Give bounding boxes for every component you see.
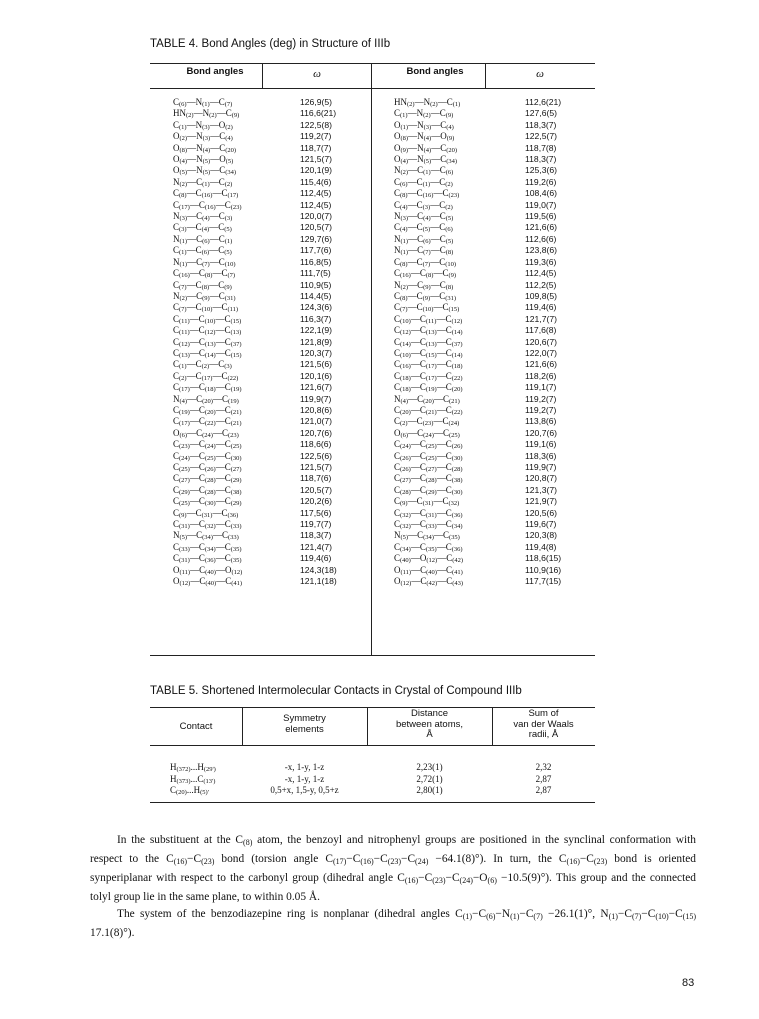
bond-angle-value: 109,8(5) bbox=[525, 290, 558, 301]
bond-angle-label: $C_{(11)}—C_{(10)}—C_{(15)}$ bbox=[173, 313, 242, 325]
bond-angle-label: $C_{(11)}—C_{(12)}—C_{(13)}$ bbox=[173, 325, 242, 337]
bond-angle-value: 123,8(6) bbox=[525, 245, 558, 256]
bond-angle-value: 112,2(5) bbox=[525, 279, 557, 290]
bond-angle-value: 121,0(7) bbox=[300, 416, 333, 427]
paragraph-2: The system of the benzodiazepine ring is nonplanar (dihedral angles $C_{(1)}-C_{(6)}-N_{(1)}-C_{(7)} -26.1(1)^\circ$, $N_{(1)}-C_{(7)}-C_{(10)}-C_{(15)}$ 17.1(8)°). bbox=[90, 908, 696, 939]
header-omega-right: ω bbox=[536, 68, 544, 80]
bond-angle-value: 126,9(5) bbox=[300, 97, 333, 107]
bond-angle-label: $N_{(4)}—C_{(20)}—C_{(21)}$ bbox=[394, 393, 460, 405]
bond-angle-label: $C_{(1)}—N_{(3)}—O_{(2)}$ bbox=[173, 119, 233, 131]
bond-angle-label: $O_{(11)}—C_{(40)}—C_{(41)}$ bbox=[394, 564, 463, 576]
bond-angle-label: $N_{(3)}—C_{(4)}—C_{(5)}$ bbox=[394, 211, 454, 223]
bond-angle-label: $C_{(9)}—C_{(31)}—C_{(36)}$ bbox=[173, 507, 239, 519]
header-symmetry-line: Symmetry bbox=[283, 713, 326, 724]
bond-angle-label: $C_{(27)}—C_{(28)}—C_{(38)}$ bbox=[394, 473, 463, 485]
bond-angle-label: $C_{(12)}—C_{(13)}—C_{(37)}$ bbox=[173, 336, 242, 348]
bond-angle-label: $C_{(13)}—C_{(14)}—C_{(15)}$ bbox=[173, 347, 242, 359]
bond-angle-label: $O_{(12)}—C_{(42)}—C_{(43)}$ bbox=[394, 576, 464, 588]
header-contact: Contact bbox=[179, 721, 213, 732]
header-distance-line: Distance bbox=[411, 708, 448, 719]
bond-angle-value: 118,3(7) bbox=[300, 530, 332, 541]
bond-angle-value: 121,1(18) bbox=[300, 576, 337, 587]
bond-angle-label: $C_{(25)}—C_{(26)}—C_{(27)}$ bbox=[173, 462, 242, 473]
bond-angle-value: 115,4(6) bbox=[300, 176, 332, 187]
bond-angle-value: 112,4(5) bbox=[300, 188, 332, 199]
bond-angle-value: 118,3(7) bbox=[525, 154, 557, 165]
bond-angle-label: $C_{(10)}—C_{(15)}—C_{(14)}$ bbox=[394, 347, 463, 359]
bond-angle-value: 121,6(6) bbox=[525, 359, 558, 370]
bond-angle-label: $C_{(32)}—C_{(31)}—C_{(36)}$ bbox=[394, 507, 463, 519]
bond-angle-label: $C_{(23)}—C_{(24)}—C_{(25)}$ bbox=[173, 439, 242, 451]
bond-angle-label: $C_{(32)}—C_{(33)}—C_{(34)}$ bbox=[394, 519, 463, 531]
table4-top-rule bbox=[150, 63, 595, 64]
table5-caption: TABLE 5. Shortened Intermolecular Contacts in Crystal of Compound IIIb bbox=[150, 685, 522, 697]
bond-angle-label: $C_{(1)}—C_{(2)}—C_{(3)}$ bbox=[173, 359, 232, 371]
bond-angle-label: $O_{(6)}—C_{(24)}—C_{(25)}$ bbox=[394, 427, 460, 439]
bond-angle-value: 122,1(9) bbox=[300, 325, 333, 336]
header-distance-line: between atoms, bbox=[395, 718, 464, 730]
bond-angle-value: 120,7(6) bbox=[300, 427, 333, 438]
symmetry-cell: -x, 1-y, 1-z bbox=[284, 762, 325, 772]
bond-angle-label: $HN_{(2)}—N_{(2)}—C_{(9)}$ bbox=[173, 108, 240, 120]
bond-angle-value: 122,0(7) bbox=[525, 347, 558, 358]
bond-angle-value: 119,4(6) bbox=[525, 302, 557, 313]
contact-cell: $C_{(20)}...H_{(5)'}$ bbox=[170, 785, 209, 796]
bond-angle-label: $O_{(2)}—N_{(3)}—C_{(4)}$ bbox=[173, 131, 233, 143]
bond-angle-value: 119,9(7) bbox=[300, 393, 332, 404]
bond-angle-value: 110,9(16) bbox=[525, 564, 562, 575]
bond-angle-label: $HN_{(2)}—N_{(2)}—C_{(1)}$ bbox=[394, 97, 461, 108]
bond-angle-value: 120,5(7) bbox=[300, 222, 333, 233]
bond-angle-value: 120,8(7) bbox=[525, 473, 558, 484]
bond-angle-value: 120,1(9) bbox=[300, 165, 333, 176]
bond-angle-value: 129,7(6) bbox=[300, 233, 333, 244]
bond-angle-value: 121,5(7) bbox=[300, 154, 333, 165]
bond-angle-label: $C_{(8)}—C_{(16)}—C_{(23)}$ bbox=[394, 188, 460, 200]
bond-angle-label: $O_{(4)}—N_{(5)}—C_{(34)}$ bbox=[394, 154, 458, 166]
bond-angle-value: 119,3(6) bbox=[525, 256, 557, 267]
distance-cell: 2,80(1) bbox=[416, 785, 443, 795]
bond-angle-value: 119,2(7) bbox=[525, 404, 557, 415]
bond-angle-label: $C_{(10)}—C_{(11)}—C_{(12)}$ bbox=[394, 313, 463, 325]
bond-angle-label: $N_{(5)}—C_{(34)}—C_{(33)}$ bbox=[173, 530, 239, 542]
bond-angle-value: 118,7(6) bbox=[300, 473, 332, 484]
header-omega-left: ω bbox=[313, 68, 321, 80]
bond-angle-label: $O_{(11)}—C_{(40)}—O_{(12)}$ bbox=[173, 564, 243, 576]
table4-divider bbox=[371, 63, 372, 655]
bond-angle-value: 121,6(7) bbox=[300, 382, 333, 393]
symmetry-cell: 0,5+x, 1,5-y, 0,5+z bbox=[270, 785, 339, 795]
bond-angle-value: 120,5(7) bbox=[300, 484, 333, 495]
bond-angle-label: $O_{(5)}—N_{(5)}—C_{(34)}$ bbox=[173, 165, 237, 177]
bond-angle-label: $C_{(6)}—N_{(1)}—C_{(7)}$ bbox=[173, 97, 233, 108]
bond-angle-label: $O_{(4)}—N_{(5)}—O_{(5)}$ bbox=[173, 154, 234, 166]
bond-angle-label: $N_{(2)}—C_{(1)}—C_{(2)}$ bbox=[173, 176, 233, 188]
header-distance-line: Å bbox=[426, 729, 433, 740]
table4-caption: TABLE 4. Bond Angles (deg) in Structure of IIIb bbox=[150, 38, 391, 50]
bond-angle-label: $C_{(4)}—C_{(5)}—C_{(6)}$ bbox=[394, 222, 453, 234]
bond-angle-label: $C_{(29)}—C_{(28)}—C_{(38)}$ bbox=[173, 484, 242, 496]
vdw-sum-cell: 2,87 bbox=[535, 773, 552, 784]
bond-angle-label: $C_{(2)}—C_{(17)}—C_{(22)}$ bbox=[173, 370, 239, 382]
bond-angle-value: 121,7(7) bbox=[525, 313, 558, 324]
bond-angle-value: 112,6(21) bbox=[525, 97, 562, 107]
header-vdw-sum bbox=[492, 709, 595, 741]
bond-angle-value: 119,5(6) bbox=[525, 211, 557, 222]
bond-angle-value: 118,6(6) bbox=[300, 439, 332, 450]
bond-angle-label: $N_{(5)}—C_{(34)}—C_{(35)}$ bbox=[394, 530, 460, 542]
bond-angle-label: $N_{(1)}—C_{(6)}—C_{(5)}$ bbox=[394, 233, 454, 245]
table5-header-rule bbox=[150, 745, 595, 746]
bond-angle-value: 108,4(6) bbox=[525, 188, 558, 199]
paragraph-1: In the substituent at the $C_{(8)}$ atom, the benzoyl and nitrophenyl groups are positioned in the synclinal conformation with respect to the $C_{(16)}-C_{(23)}$ bond (torsion angle $C_{(17)}-C_{(16)}-C_{(23)}-C_{(24)} -64.1(8)^\circ$). In turn, the $C_{(16)}-C_{(23)}$ bond is oriented synperiplanar with respect to the carbonyl group (dihedral angle $C_{(16)}-C_{(23)}-C_{(24)}-O_{(6)} -10.5(9)^\circ$). This group and the connected tolyl group lie in the same plane, to within 0.05 Å. bbox=[90, 834, 697, 903]
bond-angle-label: $N_{(3)}—C_{(4)}—C_{(3)}$ bbox=[173, 211, 233, 223]
bond-angle-value: 119,1(6) bbox=[525, 439, 557, 450]
bond-angle-label: $C_{(40)}—O_{(12)}—C_{(42)}$ bbox=[394, 553, 464, 565]
bond-angle-value: 112,4(5) bbox=[300, 199, 332, 210]
bond-angle-value: 119,1(7) bbox=[525, 382, 557, 393]
bond-angle-label: $C_{(1)}—C_{(6)}—C_{(5)}$ bbox=[173, 245, 232, 257]
bond-angle-label: $N_{(1)}—C_{(7)}—C_{(10)}$ bbox=[173, 256, 236, 268]
bond-angle-value: 117,5(6) bbox=[300, 507, 332, 518]
header-distance bbox=[367, 709, 492, 741]
symmetry-cell: -x, 1-y, 1-z bbox=[284, 773, 325, 784]
bond-angle-value: 118,7(7) bbox=[300, 142, 332, 153]
bond-angle-value: 120,3(7) bbox=[300, 347, 333, 358]
bond-angle-value: 117,7(6) bbox=[300, 245, 332, 256]
table4-bottom-rule bbox=[150, 655, 595, 656]
bond-angle-label: $O_{(1)}—N_{(3)}—C_{(4)}$ bbox=[394, 119, 454, 131]
vdw-sum-cell: 2,32 bbox=[535, 762, 552, 772]
bond-angle-label: $C_{(9)}—C_{(31)}—C_{(32)}$ bbox=[394, 496, 460, 508]
bond-angle-label: $C_{(26)}—C_{(27)}—C_{(28)}$ bbox=[394, 462, 463, 473]
bond-angle-value: 121,9(7) bbox=[525, 496, 558, 507]
bond-angle-value: 124,3(18) bbox=[300, 564, 337, 575]
bond-angle-value: 119,4(8) bbox=[525, 541, 557, 552]
bond-angle-value: 119,2(6) bbox=[525, 176, 557, 187]
bond-angle-value: 117,7(15) bbox=[525, 576, 562, 587]
bond-angle-value: 116,3(7) bbox=[300, 313, 332, 324]
bond-angle-value: 122,5(7) bbox=[525, 131, 558, 142]
bond-angle-value: 116,6(21) bbox=[300, 108, 337, 119]
bond-angle-value: 125,3(6) bbox=[525, 165, 558, 176]
bond-angle-label: $C_{(24)}—C_{(25)}—C_{(30)}$ bbox=[173, 450, 242, 462]
bond-angle-value: 119,2(7) bbox=[300, 131, 332, 142]
bond-angle-value: 118,2(6) bbox=[525, 370, 557, 381]
bond-angle-label: $C_{(7)}—C_{(10)}—C_{(15)}$ bbox=[394, 302, 460, 314]
bond-angle-value: 120,6(7) bbox=[525, 336, 558, 347]
bond-angle-label: $C_{(16)}—C_{(17)}—C_{(18)}$ bbox=[394, 359, 463, 371]
bond-angle-label: $C_{(20)}—C_{(21)}—C_{(22)}$ bbox=[394, 404, 463, 416]
header-symmetry-line: elements bbox=[285, 723, 324, 735]
bond-angle-label: $C_{(28)}—C_{(29)}—C_{(30)}$ bbox=[394, 484, 463, 496]
bond-angle-value: 120,3(8) bbox=[525, 530, 558, 541]
bond-angle-label: $C_{(17)}—C_{(16)}—C_{(23)}$ bbox=[173, 199, 242, 211]
left-bond-column bbox=[173, 97, 242, 587]
vdw-sum-cell: 2,87 bbox=[535, 785, 552, 795]
bond-angle-value: 120,2(6) bbox=[300, 496, 333, 507]
bond-angle-label: $C_{(8)}—C_{(7)}—C_{(10)}$ bbox=[394, 256, 457, 268]
bond-angle-label: $N_{(2)}—C_{(1)}—C_{(6)}$ bbox=[394, 165, 454, 177]
bond-angle-label: $C_{(33)}—C_{(34)}—C_{(35)}$ bbox=[173, 541, 242, 553]
bond-angle-label: $C_{(17)}—C_{(18)}—C_{(19)}$ bbox=[173, 382, 242, 394]
bond-angle-label: $C_{(18)}—C_{(19)}—C_{(20)}$ bbox=[394, 382, 463, 394]
bond-angle-label: $C_{(34)}—C_{(35)}—C_{(36)}$ bbox=[394, 541, 463, 553]
bond-angle-value: 119,2(7) bbox=[525, 393, 557, 404]
bond-angle-value: 118,3(6) bbox=[525, 450, 557, 461]
bond-angle-label: $C_{(24)}—C_{(25)}—C_{(26)}$ bbox=[394, 439, 463, 451]
bond-angle-value: 122,5(8) bbox=[300, 119, 333, 130]
bond-angle-value: 117,6(8) bbox=[525, 325, 557, 336]
bond-angle-label: $N_{(2)}—C_{(9)}—C_{(31)}$ bbox=[173, 290, 236, 302]
bond-angle-value: 121,6(6) bbox=[525, 222, 558, 233]
bond-angle-value: 111,7(5) bbox=[300, 268, 331, 279]
bond-angle-label: $C_{(16)}—C_{(8)}—C_{(7)}$ bbox=[173, 268, 236, 280]
bond-angle-value: 118,7(8) bbox=[525, 142, 557, 153]
header-bond-angles-left: Bond angles bbox=[186, 66, 244, 77]
bond-angle-label: $C_{(19)}—C_{(20)}—C_{(21)}$ bbox=[173, 404, 242, 416]
bond-angle-value: 112,6(6) bbox=[525, 233, 557, 244]
bond-angle-label: $O_{(12)}—C_{(40)}—C_{(41)}$ bbox=[173, 576, 243, 588]
bond-angle-label: $C_{(2)}—C_{(23)}—C_{(24)}$ bbox=[394, 416, 460, 428]
bond-angle-label: $C_{(26)}—C_{(25)}—C_{(30)}$ bbox=[394, 450, 463, 462]
bond-angle-label: $C_{(18)}—C_{(17)}—C_{(22)}$ bbox=[394, 370, 463, 382]
bond-angle-value: 121,4(7) bbox=[300, 541, 333, 552]
header-sum-line: radii, Å bbox=[528, 729, 559, 740]
bond-angle-value: 121,5(7) bbox=[300, 462, 333, 472]
body-text bbox=[90, 832, 696, 942]
bond-angle-label: $C_{(17)}—C_{(22)}—C_{(21)}$ bbox=[173, 416, 242, 428]
bond-angle-label: $C_{(16)}—C_{(8)}—C_{(9)}$ bbox=[394, 268, 457, 280]
bond-angle-value: 121,8(9) bbox=[300, 336, 333, 347]
bond-angle-value: 124,3(6) bbox=[300, 302, 333, 313]
bond-angle-label: $C_{(7)}—C_{(10)}—C_{(11)}$ bbox=[173, 302, 239, 314]
bond-angle-label: $C_{(3)}—C_{(4)}—C_{(5)}$ bbox=[173, 222, 232, 234]
right-bond-column bbox=[394, 97, 463, 587]
bond-angle-value: 119,7(7) bbox=[300, 519, 332, 530]
bond-angle-label: $C_{(4)}—C_{(3)}—C_{(2)}$ bbox=[394, 199, 453, 211]
header-sum-line: van der Waals bbox=[513, 718, 574, 730]
bond-angle-value: 127,6(5) bbox=[525, 108, 558, 119]
bond-angle-value: 112,4(5) bbox=[525, 268, 557, 279]
bond-angle-label: $O_{(6)}—C_{(24)}—C_{(23)}$ bbox=[173, 427, 239, 439]
page-number: 83 bbox=[682, 977, 695, 989]
bond-angle-label: $C_{(7)}—C_{(8)}—C_{(9)}$ bbox=[173, 279, 232, 291]
bond-angle-label: $C_{(27)}—C_{(28)}—C_{(29)}$ bbox=[173, 473, 242, 485]
bond-angle-value: 119,4(6) bbox=[300, 553, 332, 564]
bond-angle-label: $N_{(2)}—C_{(9)}—C_{(8)}$ bbox=[394, 279, 454, 291]
bond-angle-value: 121,3(7) bbox=[525, 484, 558, 495]
bond-angle-label: $O_{(8)}—N_{(4)}—O_{(9)}$ bbox=[394, 131, 455, 143]
left-omega-column bbox=[300, 97, 337, 587]
bond-angle-label: $C_{(31)}—C_{(36)}—C_{(35)}$ bbox=[173, 553, 242, 565]
header-bond-angles-right: Bond angles bbox=[406, 66, 464, 77]
bond-angle-label: $C_{(1)}—N_{(2)}—C_{(9)}$ bbox=[394, 108, 454, 120]
bond-angle-value: 118,6(15) bbox=[525, 553, 562, 564]
bond-angle-value: 118,3(7) bbox=[525, 119, 557, 130]
bond-angle-value: 110,9(5) bbox=[300, 279, 332, 290]
table4-header-rule bbox=[150, 88, 595, 89]
bond-angle-label: $N_{(1)}—C_{(7)}—C_{(8)}$ bbox=[394, 245, 454, 257]
bond-angle-label: $N_{(4)}—C_{(20)}—C_{(19)}$ bbox=[173, 393, 239, 405]
header-sum-line: Sum of bbox=[528, 708, 559, 719]
right-omega-column bbox=[525, 97, 561, 587]
bond-angle-value: 114,4(5) bbox=[300, 290, 332, 301]
bond-angle-label: $C_{(8)}—C_{(9)}—C_{(31)}$ bbox=[394, 290, 457, 302]
bond-angle-label: $N_{(1)}—C_{(6)}—C_{(1)}$ bbox=[173, 233, 233, 245]
bond-angle-value: 120,8(6) bbox=[300, 404, 333, 415]
bond-angle-label: $C_{(31)}—C_{(32)}—C_{(33)}$ bbox=[173, 519, 242, 531]
bond-angle-value: 113,8(6) bbox=[525, 416, 557, 427]
header-symmetry bbox=[242, 714, 367, 735]
bond-angle-value: 119,6(7) bbox=[525, 519, 557, 530]
bond-angle-label: $O_{(9)}—N_{(4)}—C_{(20)}$ bbox=[394, 142, 458, 154]
bond-angle-label: $C_{(14)}—C_{(13)}—C_{(37)}$ bbox=[394, 336, 463, 348]
bond-angle-value: 122,5(6) bbox=[300, 450, 333, 461]
bond-angle-value: 121,5(6) bbox=[300, 359, 333, 370]
contact-cell: $H_{(373)}...C_{(13')}$ bbox=[170, 773, 216, 785]
bond-angle-label: $O_{(8)}—N_{(4)}—C_{(20)}$ bbox=[173, 142, 237, 154]
bond-angle-value: 116,8(5) bbox=[300, 256, 332, 267]
bond-angle-value: 120,1(6) bbox=[300, 370, 333, 381]
bond-angle-label: $C_{(8)}—C_{(16)}—C_{(17)}$ bbox=[173, 188, 239, 200]
table5-bottom-rule bbox=[150, 802, 595, 803]
distance-cell: 2,23(1) bbox=[416, 762, 443, 772]
bond-angle-value: 119,0(7) bbox=[525, 199, 557, 210]
distance-cell: 2,72(1) bbox=[416, 773, 443, 784]
bond-angle-value: 120,5(6) bbox=[525, 507, 558, 518]
bond-angle-label: $C_{(6)}—C_{(1)}—C_{(2)}$ bbox=[394, 176, 453, 188]
bond-angle-label: $C_{(25)}—C_{(30)}—C_{(29)}$ bbox=[173, 496, 242, 508]
bond-angle-label: $C_{(12)}—C_{(13)}—C_{(14)}$ bbox=[394, 325, 463, 337]
bond-angle-value: 120,0(7) bbox=[300, 211, 333, 222]
contact-cell: $H_{(372)}...H_{(29')}$ bbox=[170, 762, 216, 773]
bond-angle-value: 120,7(6) bbox=[525, 427, 558, 438]
bond-angle-value: 119,9(7) bbox=[525, 462, 557, 472]
